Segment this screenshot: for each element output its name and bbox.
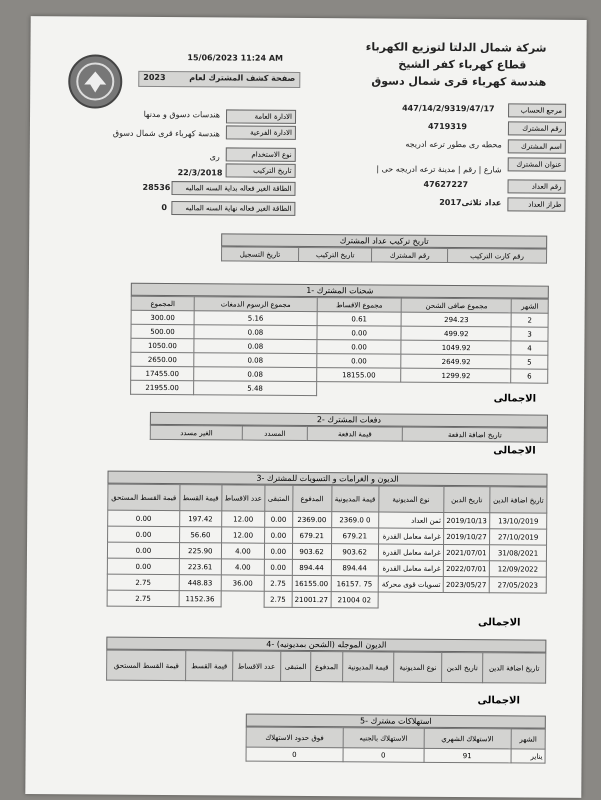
meter-label: رقم العداد [507,179,565,193]
meter-install-header: رقم كارت التركيب [447,248,546,263]
ref-value: 447/14/2/9319/47/17 [402,103,495,114]
meter-value: 47627227 [423,179,469,190]
totals-row [131,380,548,397]
meter-install-header: تاريخ التسجيل [222,247,299,262]
cell: 0.00 [317,326,402,341]
cell: 18155.00 [317,368,402,383]
cell: 0.61 [317,312,402,327]
sector-name: قطاع كهرباء كفر الشيخ [398,57,527,72]
cell: 2649.92 [401,354,511,369]
ref-label: مرجع الحساب [508,103,566,117]
cell: غرامة معامل القدرة [378,544,443,560]
cell: 2.75 [107,574,179,591]
cell: 448.83 [179,575,221,591]
end-energy-value: 0 [161,202,167,213]
debts-header: نوع المديونية [378,486,443,512]
cell: 294.23 [401,312,511,327]
payments-header: تاريخ اضافة الدفعة [403,427,548,442]
cell: 0.00 [317,340,402,355]
debts-header: قيمة القسط المستحق [108,484,180,511]
department-name: هندسة كهرباء قرى شمال دسوق [371,74,547,89]
gen-admin-value: هندسات دسوق و مدنها [143,109,221,120]
payments-header: الغير مسدد [150,425,242,440]
cell: 12.00 [221,511,264,527]
cell: 0.00 [107,558,179,575]
cell: 223.61 [179,559,221,575]
cell: 2019/10/13 [443,512,490,528]
cell: 27/05/2023 [489,577,546,593]
cell: 2369.0 0 [331,512,378,528]
branch-label: الادارة الفرعية [226,125,296,139]
payments-table [150,425,548,443]
debts-header: قيمة القسط [180,485,222,511]
table-row [246,747,545,763]
end-energy-label: الطاقة الغير فعاله نهاية السنه الماليه [171,201,295,216]
payments-total-label: الاجمالى [493,445,536,457]
deferred-header: قيمة القسط المستحق [107,650,187,681]
cell: 36.00 [221,575,264,591]
debts-header: قيمة المديونية [332,486,379,512]
cell: 13/10/2019 [490,513,547,529]
cell: 197.42 [179,511,221,527]
payments-header: قيمة الدفعة [307,427,403,442]
cell: 27/10/2019 [490,529,547,545]
cell: 0.00 [264,559,291,575]
consumption-header: الشهر [511,729,545,749]
total-cell: 21001.27 [292,591,331,607]
total-cell: 5.48 [194,381,317,396]
meter-install-header: رقم المشترك [372,248,448,263]
cell: 0.00 [265,543,292,559]
total-cell: 2.75 [107,590,179,607]
totals-row [107,590,546,609]
meter-install-header: تاريخ التركيب [298,247,372,262]
cell: 0.00 [108,510,180,527]
total-cell: 21955.00 [131,380,194,394]
month-cell: 5 [511,355,548,369]
page-year: 2023 [143,72,166,83]
model-value: عداد ثلاثى2017 [439,197,502,208]
cell: 17455.00 [131,366,194,380]
debts-header: تاريخ الدين [443,486,490,512]
cell: 4.00 [221,543,264,559]
consumption-table [246,727,546,764]
cell: 0.08 [194,339,317,354]
deferred-header: عدد الاقساط [232,651,280,681]
month-cell: 2 [511,313,548,327]
month-cell: 6 [511,369,548,383]
total-cell: 2.75 [264,591,291,607]
cell: 2023/05/27 [443,576,490,592]
install-value: 22/3/2018 [177,168,223,178]
cell: 225.90 [179,543,221,559]
cell: 1049.92 [401,340,511,355]
month-cell: يناير [511,749,545,763]
cell: 0.08 [194,325,317,340]
page-title-box [138,71,300,88]
cell: 0.08 [194,367,317,382]
cell: 0.00 [265,511,292,527]
charges-title: شحنات المشترك -1 [131,283,549,299]
company-logo-icon [68,54,122,108]
cell: 679.21 [331,528,378,544]
cell: 894.44 [292,559,331,575]
deferred-table [106,650,546,684]
document-page [25,16,586,798]
cell: 679.21 [292,527,331,543]
total-cell: 21004 02 [331,592,378,608]
deferred-header: قيمة القسط [186,651,233,681]
usage-value: رى [209,152,220,162]
month-cell: 3 [511,327,548,341]
deferred-header: قيمة المديونية [342,652,394,682]
debts-header: المتبقى [265,485,293,511]
cell: 903.62 [292,543,331,559]
cell: 0.00 [108,526,180,543]
deferred-header: تاريخ الدين [442,652,483,682]
addr-label: عنوان المشترك [508,157,566,171]
page-title: صفحة كشف المشترك لعام [189,73,296,83]
cell: 0.00 [265,527,292,543]
cell: 2022/07/01 [443,560,490,576]
cell: 91 [424,748,511,763]
consumption-header: فوق حدود الاستهلاك [246,727,343,748]
start-energy-label: الطاقة الغير فعاله بداية السنه الماليه [171,181,295,196]
cell: 1299.92 [401,368,511,383]
cell: 0.08 [194,353,317,368]
cell: تسويات قوى محركة [378,576,443,592]
charges-header: مجموع صافى الشحن [402,298,512,313]
cell: 2.75 [264,575,291,591]
consumption-header: الاستهلاك الشهري [424,728,511,749]
print-datetime: 15/06/2023 11:24 AM [187,53,284,63]
sub-label: رقم المشترك [508,121,566,135]
deferred-header: المتبقى [280,651,310,681]
cell: 2021/07/01 [443,544,490,560]
gen-admin-label: الادارة العامة [226,109,296,123]
cell: 12.00 [221,527,264,543]
meter-install-table [221,246,547,263]
debts-title: الديون و الغرامات و التسويات للمشترك -3 [107,471,547,487]
cell: 5.16 [194,311,317,326]
cell: 300.00 [131,310,194,324]
install-label: تاريخ التركيب [226,163,296,177]
cell: 31/08/2021 [490,545,547,561]
deferred-header: تاريخ اضافة الدين [483,653,546,683]
name-value: محطه رى مطور ترعه ادريجه [405,139,502,150]
debts-total-label: الاجمالى [478,617,521,629]
total-cell: 1152.36 [179,591,221,607]
cell: 499.92 [401,326,511,341]
sub-value: 4719319 [427,121,467,132]
cell: ثمن العداد [378,512,443,528]
consumption-header: الاستهلاك بالجنيه [343,728,424,749]
cell: 2019/10/27 [443,528,490,544]
charges-header: مجموع الرسوم الدمغات [194,297,317,312]
cell: 0 [246,747,343,762]
meter-install-title: تاريخ تركيب عداد المشترك [221,233,547,248]
charges-table [130,296,549,398]
cell: غرامة معامل القدرة [378,528,443,544]
cell: غرامة معامل القدرة [378,560,443,576]
month-cell: 4 [511,341,548,355]
payments-title: دفعات المشترك -2 [150,412,548,428]
cell: 56.60 [179,527,221,543]
debts-header: عدد الاقساط [222,485,266,511]
charges-header: الشهر [511,299,548,313]
start-energy-value: 28536 [142,182,171,193]
consumption-title: استهلاكات مشترك -5 [246,714,546,729]
usage-label: نوع الاستخدام [226,147,296,161]
addr-value: شارع | رقم | مدينة ترعه ادريجه حى | [376,164,502,175]
charges-header: مجموع الاقساط [317,298,402,313]
deferred-header: نوع المديونية [394,652,442,682]
cell: 2369.00 [292,511,331,527]
cell: 2650.00 [131,352,194,366]
company-name: شركة شمال الدلتا لتوزيع الكهرباء [365,40,547,55]
cell: 894.44 [331,560,378,576]
deferred-total-label: الاجمالى [477,695,520,707]
deferred-header: المدفوع [311,652,343,682]
payments-header: المسدد [243,426,308,440]
cell: 903.62 [331,544,378,560]
deferred-title: الديون الموجله (الشحن بمديونيه) -4 [106,637,546,653]
model-label: طراز العداد [507,197,565,211]
charges-total-label: الاجمالى [493,393,537,405]
cell: 16157. 75 [331,576,378,592]
cell: 12/09/2022 [489,561,546,577]
cell: 500.00 [131,324,194,338]
debts-header: المدفوع [292,485,332,511]
cell: 0 [343,748,424,763]
branch-value: هندسة كهرباء قرى شمال دسوق [112,128,220,139]
debts-table [107,484,548,610]
charges-header: المجموع [131,296,194,310]
name-label: اسم المشترك [508,139,566,153]
cell: 0.00 [317,354,402,369]
cell: 16155.00 [292,575,331,591]
cell: 4.00 [221,559,264,575]
debts-header: تاريخ اضافة الدين [490,487,547,513]
cell: 1050.00 [131,338,194,352]
cell: 0.00 [107,542,179,559]
